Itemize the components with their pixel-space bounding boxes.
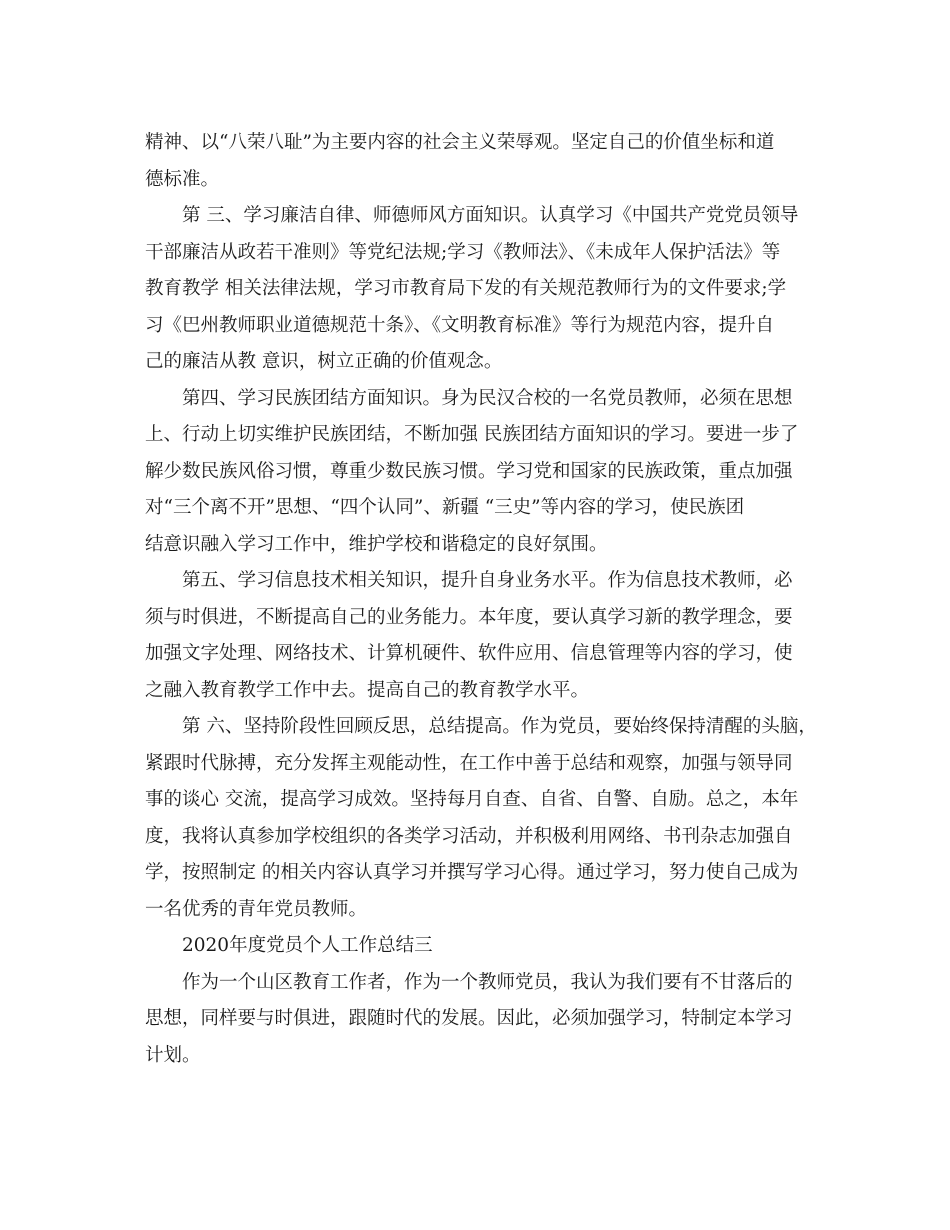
text-line: 干部廉洁从政若干准则》等党纪法规;学习《教师法》、《未成年人保护活法》等 xyxy=(145,241,781,263)
text-line: 习《巴州教师职业道德规范十条》、《文明教育标准》等行为规范内容，提升自 xyxy=(145,314,775,336)
text-line: 己的廉洁从教 意识，树立正确的价值观念。 xyxy=(145,351,503,372)
paragraph-first-line: 第四、学习民族团结方面知识。身为民汉合校的一名党员教师，必须在思想 xyxy=(182,387,793,409)
text-line: 须与时俱进，不断提高自己的业务能力。本年度，要认真学习新的教学理念，要 xyxy=(145,606,793,628)
text-line: 思想，同样要与时俱进，跟随时代的发展。因此，必须加强学习，特制定本学习 xyxy=(145,1008,793,1029)
paragraph-first-line: 作为一个山区教育工作者，作为一个教师党员，我认为我们要有不甘落后的 xyxy=(182,971,793,993)
text-line: 一名优秀的青年党员教师。 xyxy=(145,898,368,920)
paragraph-first-line: 第五、学习信息技术相关知识，提升自身业务水平。作为信息技术教师，必 xyxy=(182,570,793,591)
text-line: 结意识融入学习工作中，维护学校和谐稳定的良好氛围。 xyxy=(145,533,608,555)
text-line: 紧跟时代脉搏，充分发挥主观能动性，在工作中善于总结和观察，加强与领导同 xyxy=(145,752,793,774)
text-line: 解少数民族风俗习惯，尊重少数民族习惯。学习党和国家的民族政策，重点加强 xyxy=(145,460,793,482)
paragraph-first-line: 第 三、学习廉洁自律、师德师风方面知识。认真学习《中国共产党党员领导 xyxy=(182,205,799,226)
text-line: 对“三个离不开”思想、“四个认同”、新疆 “三史”等内容的学习，使民族团 xyxy=(145,497,745,518)
text-line: 上、行动上切实维护民族团结，不断加强 民族团结方面知识的学习。要进一步了 xyxy=(145,424,799,445)
text-line: 精神、以“八荣八耻”为主要内容的社会主义荣辱观。坚定自己的价值坐标和道 xyxy=(145,132,775,153)
document-body xyxy=(145,125,815,1074)
section-heading: 2020年度党员个人工作总结三 xyxy=(182,935,433,956)
text-line: 事的谈心 交流，提高学习成效。坚持每月自查、自省、自警、自励。总之，本年 xyxy=(145,789,799,810)
text-line: 教育教学 相关法律法规，学习市教育局下发的有关规范教师行为的文件要求;学 xyxy=(145,278,787,299)
text-line: 加强文字处理、网络技术、计算机硬件、软件应用、信息管理等内容的学习，使 xyxy=(145,643,793,664)
text-line: 度，我将认真参加学校组织的各类学习活动，并积极利用网络、书刊杂志加强自 xyxy=(145,825,793,847)
text-line: 德标准。 xyxy=(145,168,220,190)
text-line: 学，按照制定 的相关内容认真学习并撰写学习心得。通过学习，努力使自己成为 xyxy=(145,862,799,883)
text-line: 计划。 xyxy=(145,1044,201,1066)
text-line: 之融入教育教学工作中去。提高自己的教育教学水平。 xyxy=(145,679,590,701)
paragraph-first-line: 第 六、坚持阶段性回顾反思，总结提高。作为党员，要始终保持清醒的头脑， xyxy=(182,716,817,737)
